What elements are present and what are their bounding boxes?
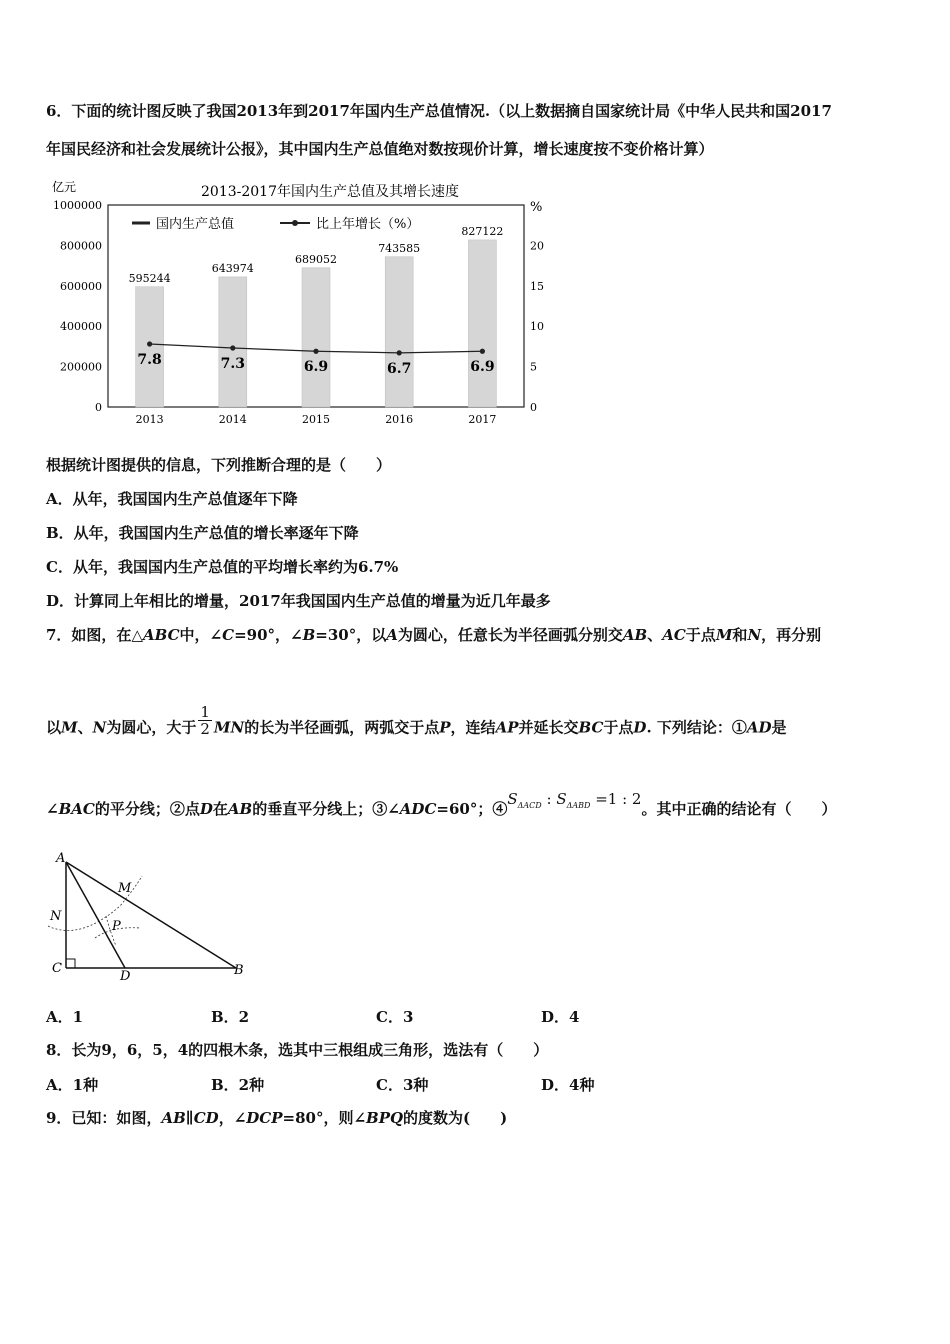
y-tick-label: 1000000 — [53, 199, 102, 212]
y-tick-label: 800000 — [60, 239, 102, 253]
legend-line-label: 比上年增长（%） — [316, 217, 420, 232]
growth-rate-value-label: 6.7 — [387, 360, 412, 377]
q7-stem-line3: ∠BAC的平分线；②点D在AB的垂直平分线上；③∠ADC=60°；$④S_{\Delta ACD}$ : $S_{\Delta ABD} =1$ : 2。其中正确的结论有（ ） — [46, 790, 837, 818]
y-axis-label: 亿元 — [52, 180, 77, 194]
right-angle-mark — [66, 959, 75, 968]
x-tick-label: 2015 — [302, 413, 330, 426]
triangle-figure — [40, 846, 260, 986]
legend-bar-label: 国内生产总值 — [156, 217, 235, 232]
y-tick-label: 0 — [95, 401, 102, 414]
q6-option-a: A．从年，我国国内生产总值逐年下降 — [46, 490, 298, 508]
growth-rate-point — [480, 349, 485, 354]
x-tick-label: 2014 — [218, 413, 247, 426]
gdp-bar-value-label: 689052 — [295, 252, 337, 266]
y2-tick-label: 5 — [530, 360, 537, 374]
q7-option-d: D．4 — [541, 1008, 580, 1026]
gdp-bar-value-label: 743585 — [378, 241, 421, 255]
q6-stem-line2: 年国民经济和社会发展统计公报》，其中国内生产总值绝对数按现价计算，增长速度按不变价格计算） — [46, 140, 714, 158]
segment-ad — [66, 862, 125, 968]
q6-question: 根据统计图提供的信息，下列推断合理的是（ ） — [46, 456, 392, 474]
y-tick-label: 400000 — [60, 320, 102, 334]
fraction-one-half: $\frac{1}{2}$ — [200, 703, 210, 738]
legend-line-marker — [292, 220, 298, 226]
growth-rate-point — [230, 345, 235, 350]
q8-option-d: D．4种 — [541, 1076, 595, 1094]
growth-rate-point — [397, 350, 402, 355]
growth-rate-value-label: 7.8 — [137, 351, 162, 368]
growth-rate-point — [147, 341, 152, 346]
q8-option-b: B．2种 — [211, 1076, 265, 1094]
label-a: A — [56, 851, 66, 866]
label-p: P — [112, 919, 121, 934]
y-tick-label: 200000 — [60, 360, 102, 374]
y2-axis-label: % — [530, 200, 543, 215]
y2-tick-label: 0 — [530, 401, 537, 414]
label-d: D — [120, 969, 131, 984]
q8-option-a: A．1种 — [46, 1076, 99, 1094]
gdp-bar — [302, 268, 330, 407]
label-c: C — [52, 961, 62, 976]
label-b: B — [234, 963, 244, 978]
x-tick-label: 2013 — [135, 413, 164, 426]
gdp-chart — [40, 175, 560, 430]
q8-option-c: C．3种 — [376, 1076, 429, 1094]
y2-tick-label: 20 — [530, 239, 544, 253]
gdp-bar — [468, 240, 496, 407]
q7-option-b: B．2 — [211, 1008, 250, 1026]
q7-stem-line2: 以M、N为圆心，大于 $\frac{1}{2}$ MN的长为半径画弧，两弧交于点P，连结AP并延长交BC于点D. 下列结论：①AD是 — [46, 703, 787, 738]
label-m: M — [118, 881, 132, 896]
q6-option-b: B．从年，我国国内生产总值的增长率逐年下降 — [46, 524, 359, 542]
q7-option-a: A．1 — [46, 1008, 84, 1026]
q7-stem-line1: 7．如图，在△ABC中，∠C=90°，∠B=30°，以A为圆心，任意长为半径画弧分别交AB、AC于点M和N，再分别 — [46, 626, 822, 644]
growth-rate-value-label: 6.9 — [470, 359, 495, 376]
growth-rate-point — [313, 349, 318, 354]
y2-tick-label: 15 — [530, 279, 544, 293]
x-tick-label: 2017 — [468, 413, 497, 426]
q9-stem: 9．已知：如图，AB∥CD，∠DCP=80°，则∠BPQ的度数为( ) — [46, 1109, 508, 1127]
gdp-bar — [136, 287, 164, 407]
gdp-bar-value-label: 595244 — [128, 271, 171, 285]
label-n: N — [50, 909, 62, 924]
y-tick-label: 600000 — [60, 279, 102, 293]
side-ab — [66, 862, 236, 968]
q6-option-d: D．计算同上年相比的增量，2017年我国国内生产总值的增量为近几年最多 — [46, 592, 551, 610]
chart-title: 2013-2017年国内生产总值及其增长速度 — [201, 184, 459, 200]
gdp-bar — [219, 277, 247, 407]
gdp-bar-value-label: 827122 — [461, 224, 504, 238]
gdp-bar-value-label: 643974 — [211, 261, 254, 275]
q6-stem-line1: 6．下面的统计图反映了我国2013年到2017年国内生产总值情况.（以上数据摘自国家统计局《中华人民共和国2017 — [46, 102, 832, 120]
y2-tick-label: 10 — [530, 320, 544, 334]
x-tick-label: 2016 — [385, 413, 414, 426]
q6-option-c: C．从年，我国国内生产总值的平均增长率约为6.7% — [46, 558, 399, 576]
q8-stem: 8．长为9，6，5，4的四根木条，选其中三根组成三角形，选法有（ ） — [46, 1041, 549, 1059]
growth-rate-value-label: 7.3 — [220, 356, 245, 373]
area-ratio-formula: $S_{\Delta ACD}$ : $S_{\Delta ABD} =1$ : 2 — [507, 790, 642, 810]
growth-rate-value-label: 6.9 — [303, 359, 329, 376]
gdp-bar — [385, 257, 413, 407]
q7-option-c: C．3 — [376, 1008, 414, 1026]
